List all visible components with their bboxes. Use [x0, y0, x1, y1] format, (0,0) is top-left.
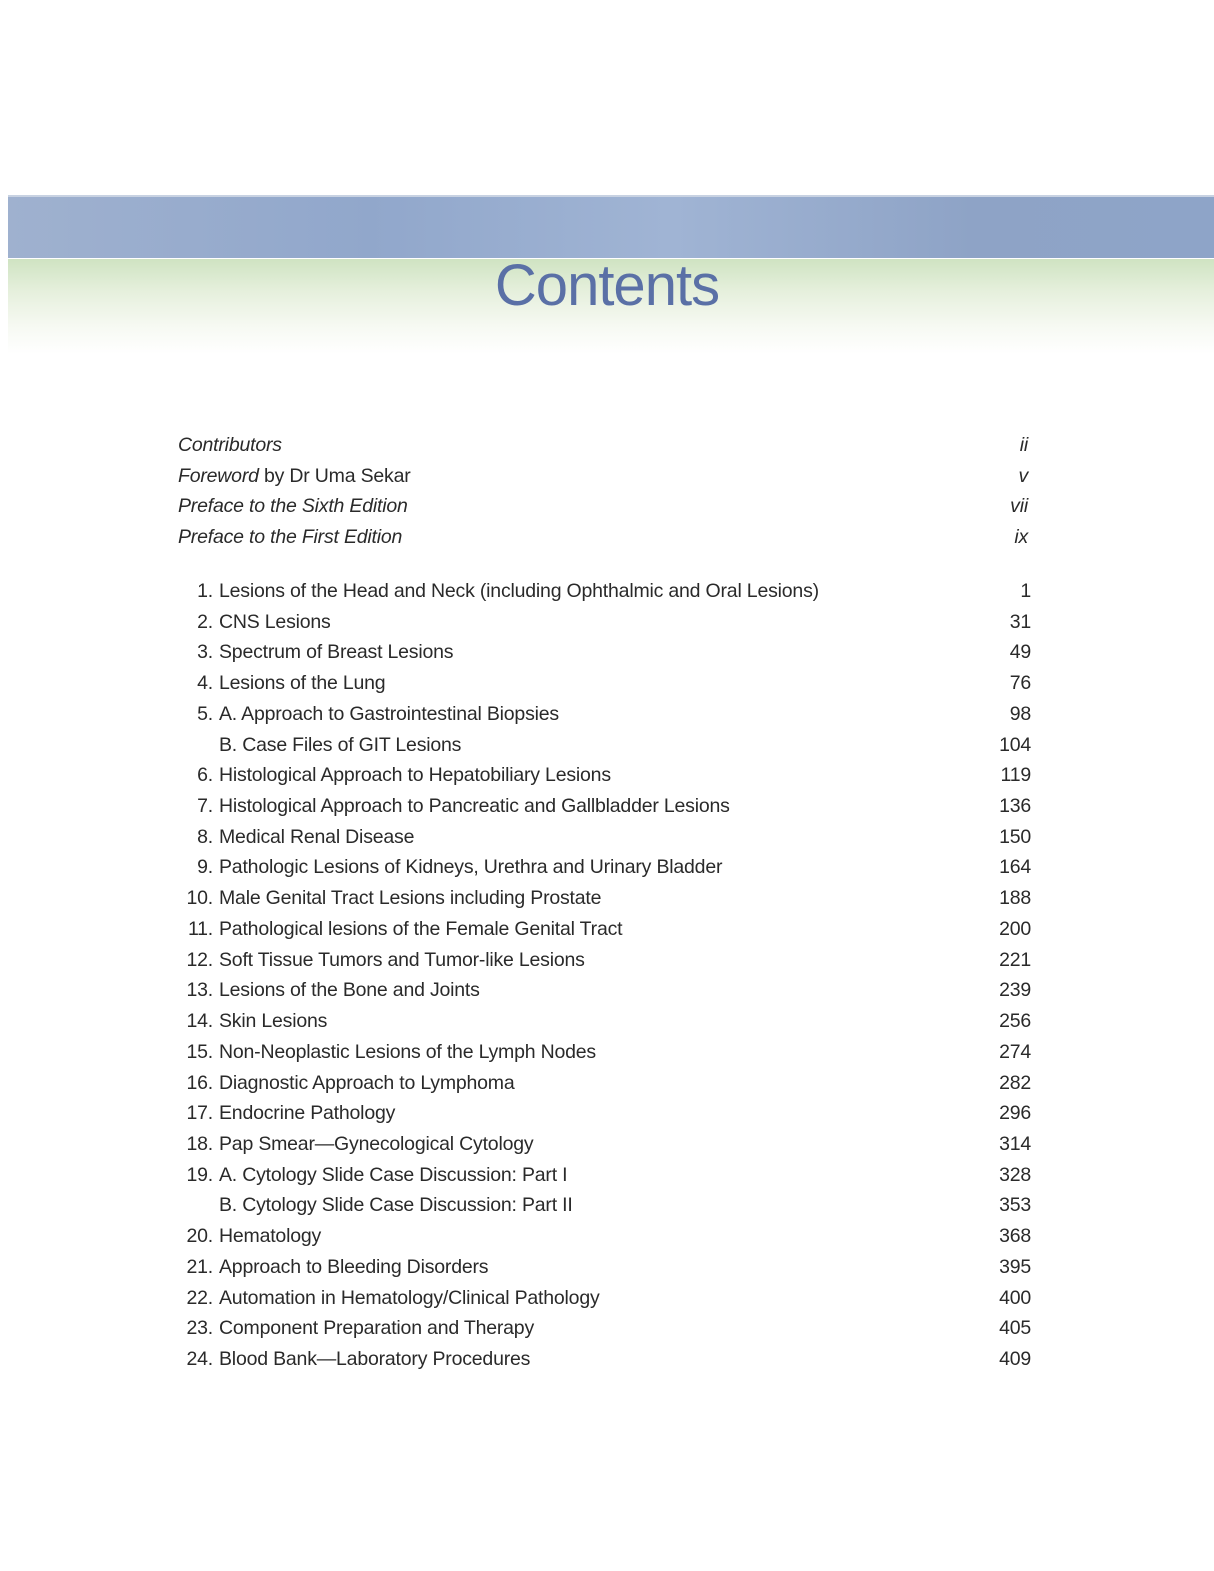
- page-number: 314: [999, 1132, 1031, 1155]
- page-number: 1: [1020, 580, 1031, 602]
- page-number: 188: [999, 887, 1031, 910]
- chapter-title: Male Genital Tract Lesions including Prostate: [219, 887, 602, 910]
- chapter-entry[interactable]: [0, 822, 1214, 852]
- chapter-number: 11.: [187, 917, 213, 940]
- chapter-title: Lesions of the Lung: [219, 672, 386, 695]
- page-number: v: [1018, 464, 1028, 487]
- chapter-number: 1.: [197, 580, 213, 602]
- chapter-number: 9.: [197, 856, 213, 879]
- chapter-number: 5.: [197, 702, 213, 725]
- chapter-entry[interactable]: [0, 883, 1214, 913]
- page-number: 395: [999, 1255, 1031, 1278]
- chapter-title: Lesions of the Head and Neck (including Ophthalmic and Oral Lesions): [219, 580, 819, 602]
- chapter-title: Hematology: [219, 1225, 322, 1248]
- chapter-number: 17.: [186, 1102, 213, 1125]
- chapter-entry[interactable]: [0, 760, 1214, 790]
- front-matter-entry[interactable]: [0, 522, 1214, 552]
- chapter-entry[interactable]: [0, 1006, 1214, 1036]
- chapter-number: 23.: [186, 1317, 213, 1340]
- page-number: 136: [999, 795, 1031, 818]
- chapter-entry[interactable]: [0, 607, 1214, 637]
- chapter-entry[interactable]: [0, 914, 1214, 944]
- chapter-number: 21.: [186, 1255, 213, 1278]
- chapter-entry[interactable]: [0, 668, 1214, 698]
- page-number: 150: [999, 825, 1031, 848]
- page-number: 368: [999, 1225, 1031, 1248]
- chapter-entry[interactable]: [0, 576, 1214, 606]
- chapter-entry[interactable]: [0, 1160, 1214, 1190]
- chapter-entry[interactable]: [0, 1283, 1214, 1313]
- chapter-title: Automation in Hematology/Clinical Pathology: [219, 1286, 600, 1309]
- page-number: 239: [999, 979, 1031, 1002]
- front-matter-entry[interactable]: [0, 430, 1214, 460]
- chapter-title: B. Case Files of GIT Lesions: [219, 733, 462, 756]
- chapter-entry[interactable]: [0, 1068, 1214, 1098]
- chapter-entry[interactable]: [0, 975, 1214, 1005]
- chapter-entry[interactable]: [0, 1313, 1214, 1343]
- chapter-number: 7.: [197, 795, 213, 818]
- entry-label: [178, 522, 402, 552]
- chapter-entry[interactable]: [0, 1037, 1214, 1067]
- chapter-title: A. Cytology Slide Case Discussion: Part I: [219, 1163, 568, 1186]
- page-number: 76: [1009, 672, 1031, 695]
- entry-title: Foreword: [178, 464, 259, 487]
- chapter-entry[interactable]: [0, 1252, 1214, 1282]
- chapter-number: 18.: [186, 1132, 213, 1155]
- chapter-entry[interactable]: [0, 699, 1214, 729]
- front-matter-entry[interactable]: [0, 491, 1214, 521]
- chapter-title: Pap Smear—Gynecological Cytology: [219, 1132, 534, 1155]
- entry-title: Preface to the Sixth Edition: [178, 495, 408, 518]
- chapter-title: Pathologic Lesions of Kidneys, Urethra and Urinary Bladder: [219, 856, 723, 879]
- chapter-entry[interactable]: [0, 730, 1214, 760]
- page-number: 274: [999, 1040, 1031, 1063]
- chapter-title: CNS Lesions: [219, 610, 331, 633]
- page-number: 328: [999, 1163, 1031, 1186]
- chapter-number: 12.: [186, 948, 213, 971]
- chapter-title: Medical Renal Disease: [219, 825, 415, 848]
- chapter-title: Endocrine Pathology: [219, 1102, 396, 1125]
- chapter-number: 3.: [197, 641, 213, 664]
- chapter-title: Diagnostic Approach to Lymphoma: [219, 1071, 515, 1094]
- entry-title: Contributors: [178, 434, 282, 456]
- chapter-entry[interactable]: [0, 1190, 1214, 1220]
- entry-label: [178, 430, 282, 460]
- entry-label: [178, 461, 411, 491]
- page-number: 296: [999, 1102, 1031, 1125]
- chapter-number: 6.: [197, 764, 213, 787]
- chapter-number: 15.: [186, 1040, 213, 1063]
- page-number: ix: [1014, 526, 1028, 549]
- page-number: 31: [1009, 610, 1031, 633]
- page-number: 119: [1000, 764, 1031, 787]
- chapter-number: 22.: [186, 1286, 213, 1309]
- page-number: 98: [1009, 702, 1031, 725]
- chapter-entry[interactable]: [0, 791, 1214, 821]
- chapter-title: Histological Approach to Hepatobiliary Lesions: [219, 764, 611, 787]
- chapter-title: Blood Bank—Laboratory Procedures: [219, 1348, 531, 1370]
- chapter-number: 19.: [186, 1163, 213, 1186]
- chapter-entry[interactable]: [0, 945, 1214, 975]
- page-number: 49: [1009, 641, 1031, 664]
- chapter-title: Soft Tissue Tumors and Tumor-like Lesions: [219, 948, 585, 971]
- chapter-title: Skin Lesions: [219, 1010, 328, 1033]
- page-title: Contents: [494, 253, 720, 318]
- chapter-number: 20.: [186, 1225, 213, 1248]
- chapter-entry[interactable]: [0, 1344, 1214, 1374]
- entry-label: [178, 491, 408, 521]
- chapter-entry[interactable]: [0, 1221, 1214, 1251]
- chapter-number: 16.: [186, 1071, 213, 1094]
- chapter-title: A. Approach to Gastrointestinal Biopsies: [219, 702, 559, 725]
- chapter-number: 14.: [186, 1010, 213, 1033]
- chapter-title: Pathological lesions of the Female Genital Tract: [219, 917, 623, 940]
- page-number: 409: [999, 1348, 1031, 1370]
- page-number: vii: [1010, 495, 1028, 518]
- page-number: 400: [999, 1286, 1031, 1309]
- chapter-number: 10.: [186, 887, 213, 910]
- page-number: ii: [1019, 434, 1028, 456]
- page-number: 104: [999, 733, 1031, 756]
- page-number: 405: [999, 1317, 1031, 1340]
- chapter-number: 24.: [186, 1348, 213, 1370]
- page-number: 221: [999, 948, 1031, 971]
- chapter-title: Lesions of the Bone and Joints: [219, 979, 480, 1002]
- chapter-number: 13.: [186, 979, 213, 1002]
- entry-title: Preface to the First Edition: [178, 526, 403, 549]
- page-number: 256: [999, 1010, 1031, 1033]
- chapter-entry[interactable]: [0, 637, 1214, 667]
- chapter-number: 4.: [197, 672, 213, 695]
- page-number: 164: [999, 856, 1031, 879]
- chapter-title: Component Preparation and Therapy: [219, 1317, 534, 1340]
- chapter-entry[interactable]: [0, 1098, 1214, 1128]
- chapter-number: 2.: [197, 610, 213, 633]
- chapter-title: B. Cytology Slide Case Discussion: Part II: [219, 1194, 573, 1217]
- page-number: 282: [999, 1071, 1031, 1094]
- page-number: 353: [999, 1194, 1031, 1217]
- front-matter-entry[interactable]: [0, 461, 1214, 491]
- chapter-number: 8.: [197, 825, 213, 848]
- chapter-title: Spectrum of Breast Lesions: [219, 641, 454, 664]
- page-number: 200: [999, 917, 1031, 940]
- chapter-title: Approach to Bleeding Disorders: [219, 1255, 489, 1278]
- header-band: [8, 195, 1214, 258]
- entry-suffix: by Dr Uma Sekar: [258, 464, 411, 487]
- chapter-title: Histological Approach to Pancreatic and Gallbladder Lesions: [219, 795, 730, 818]
- chapter-entry[interactable]: [0, 1129, 1214, 1159]
- chapter-entry[interactable]: [0, 852, 1214, 882]
- chapter-title: Non-Neoplastic Lesions of the Lymph Nodes: [219, 1040, 596, 1063]
